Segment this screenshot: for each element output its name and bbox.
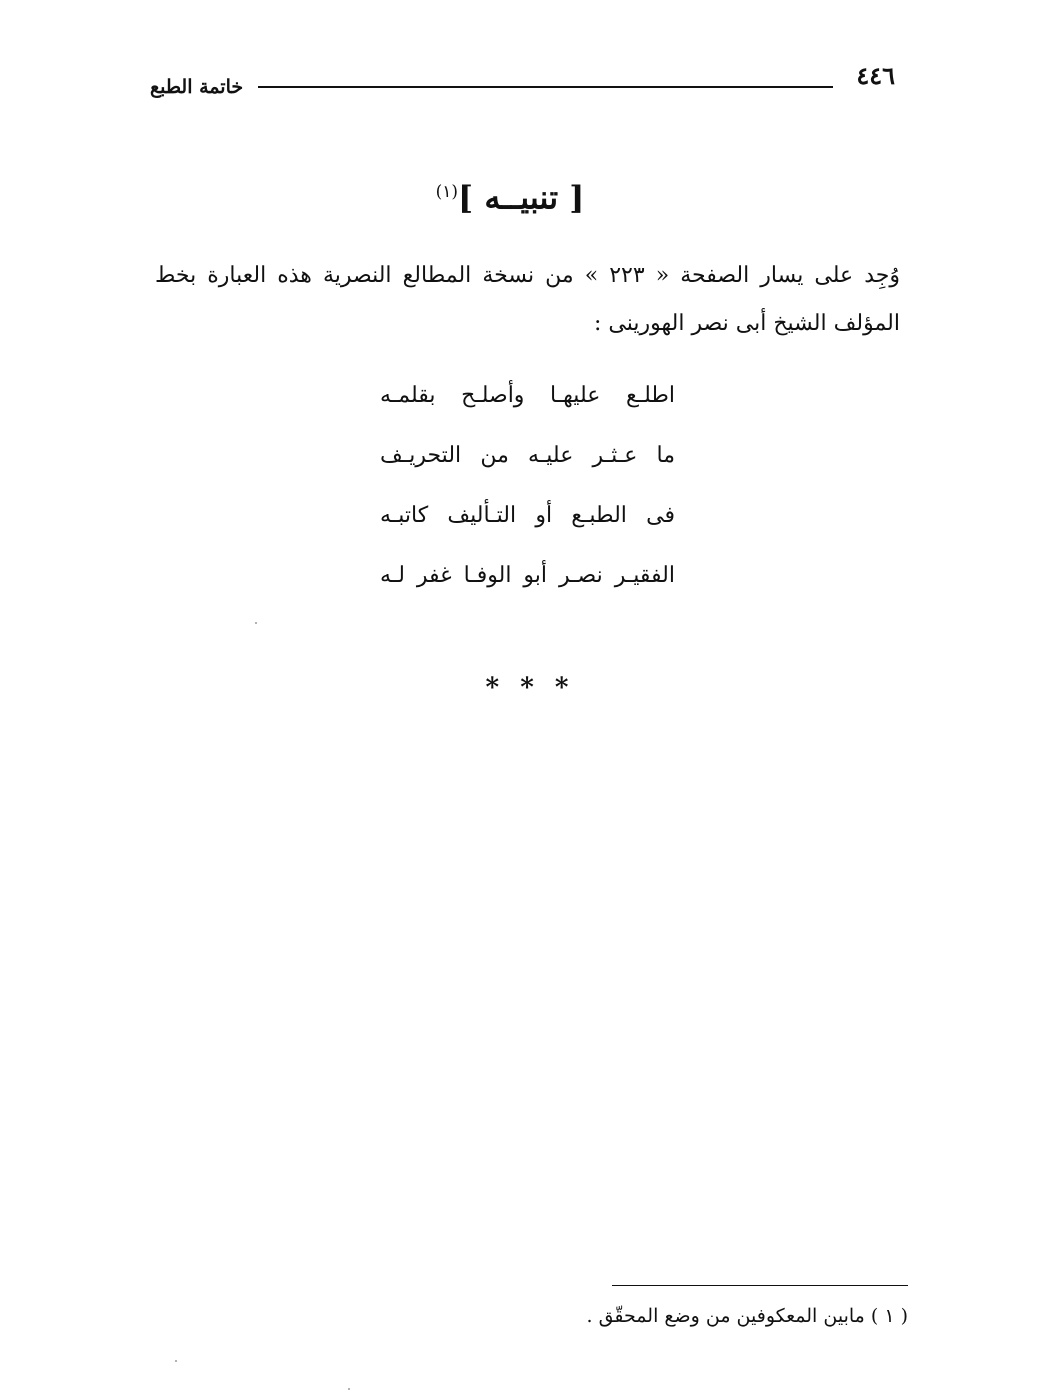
running-title: خاتمة الطبع [150,76,244,98]
verse-block [380,366,675,606]
scan-speck [175,1360,177,1362]
scan-speck [255,622,257,624]
footnote-rule [612,1285,908,1286]
verse-line: فى الطبـع أو التـأليف كاتبـه [380,503,675,528]
scan-speck [348,1388,350,1390]
section-title-text: [ تنبيــه ] [458,178,585,217]
section-title [300,168,720,222]
section-separator: * * * [485,673,575,703]
header-rule [258,86,833,88]
footnote-reference: (١) [435,182,459,202]
verse-line: ما عـثـر عليـه من التحريـف [380,443,675,468]
footnote: ( ١ ) مابين المعكوفين من وضع المحقّق . [586,1305,908,1327]
page-number: ٤٤٦ [856,61,895,90]
verse-line: اطلـع عليهـا وأصلـح بقلمـه [380,383,675,408]
verse-line: الفقيـر نصـر أبو الوفـا غفر لـه [380,563,675,588]
body-paragraph: وُجِد على يسار الصفحة « ٢٢٣ » من نسخة المطالع النصرية هذه العبارة بخط المؤلف الشيخ أبى نصر الهورينى : [155,263,900,336]
running-header [150,60,895,100]
